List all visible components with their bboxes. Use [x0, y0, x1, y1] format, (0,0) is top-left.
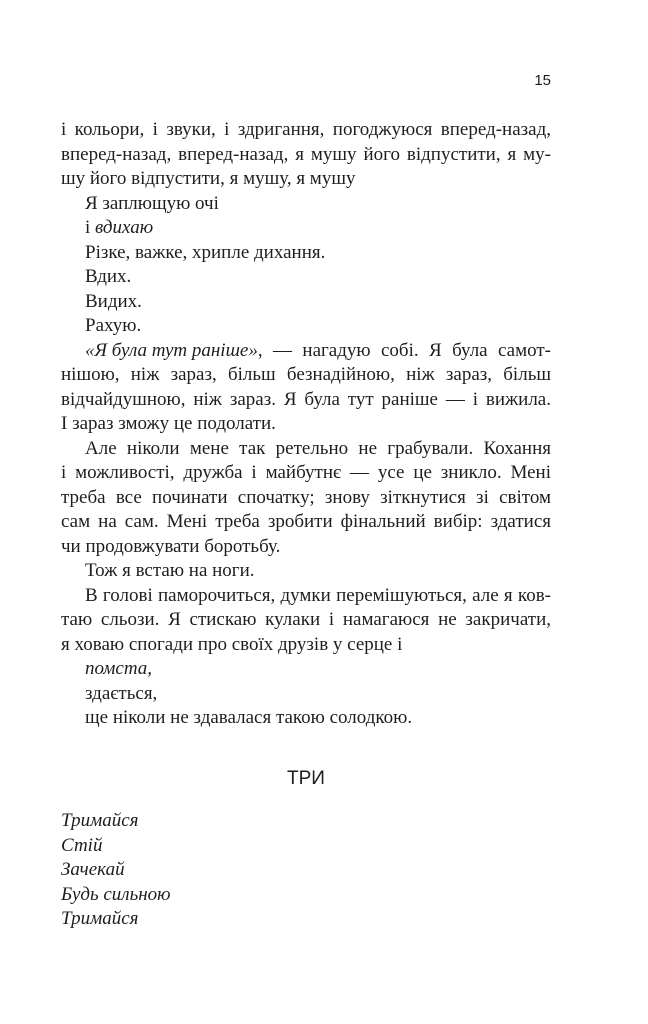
text-line: таю сльози. Я стискаю кулаки і намагаюся не закричати,: [61, 609, 551, 630]
epigraph-line: Будь сильною: [61, 883, 171, 905]
text-line: Я заплющую очі: [85, 192, 219, 214]
text-line: Але ніколи мене так ретельно не грабували. Кохання: [85, 437, 551, 459]
text-line: помста,: [85, 658, 153, 679]
text-fragment: і: [85, 217, 91, 238]
epigraph-line: Тримайся: [61, 810, 139, 831]
text-line: В голові паморочиться, думки перемішуються, але я ков-: [85, 584, 551, 606]
text-line: Тож я встаю на ноги.: [85, 560, 255, 581]
text-line: і кольори, і звуки, і здригання, погоджуюся вперед-назад,: [61, 119, 551, 140]
text-line: [61, 339, 551, 364]
epigraph-line: Тримайся: [61, 908, 139, 929]
body-text: [61, 118, 551, 731]
text-line: ще ніколи не здавалася такою солодкою.: [85, 707, 413, 728]
text-line: Різке, важке, хрипле дихання.: [85, 241, 326, 263]
text-line: нішою, ніж зараз, більш безнадійною, ніж зараз, більш: [61, 364, 551, 385]
italic-word: вдихаю: [95, 217, 154, 238]
text-line: Видих.: [85, 290, 142, 312]
chapter-title: ТРИ: [287, 768, 325, 789]
text-fragment: , — нагадую собі. Я була самот-: [257, 339, 551, 361]
epigraph-line: Стій: [61, 834, 103, 856]
italic-quote: «Я була тут раніше»: [85, 339, 258, 361]
text-line: сам на сам. Мені треба зробити фінальний вибір: здатися: [61, 511, 551, 532]
page-number: 15: [534, 72, 551, 89]
epigraph: [61, 809, 461, 932]
text-line: і можливості, дружба і майбутнє — усе це зникло. Мені: [61, 462, 551, 483]
text-line: чи продовжувати боротьбу.: [61, 535, 281, 557]
text-line: здається,: [85, 682, 158, 704]
text-line: я ховаю спогади про своїх друзів у серце і: [61, 633, 403, 655]
text-line: треба все починати спочатку; знову зіткнутися зі світом: [61, 486, 551, 508]
text-line: відчайдушною, ніж зараз. Я була тут раніше — і вижила.: [61, 388, 551, 410]
text-line: Рахую.: [85, 315, 142, 336]
text-line: [61, 216, 551, 241]
epigraph-line: Зачекай: [61, 859, 125, 880]
text-line: вперед-назад, вперед-назад, я мушу його відпустити, я му-: [61, 143, 551, 165]
text-line: шу його відпустити, я мушу, я мушу: [61, 168, 356, 189]
text-line: І зараз зможу це подолати.: [61, 413, 276, 434]
text-line: Вдих.: [85, 266, 132, 287]
